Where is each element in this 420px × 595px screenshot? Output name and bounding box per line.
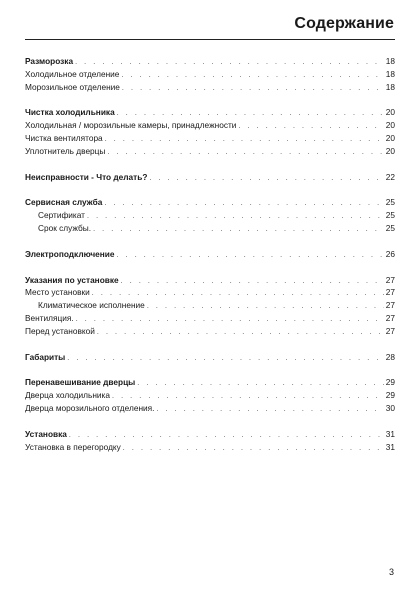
toc-section [25, 196, 395, 234]
toc-heading-entry [25, 274, 395, 287]
dot-leader [117, 108, 384, 119]
toc-entry [25, 132, 395, 145]
toc-entry [25, 119, 395, 132]
dot-leader [121, 70, 383, 81]
dot-leader [156, 404, 383, 415]
toc-entry-label: Дверца холодильника [25, 390, 110, 401]
toc-heading-entry [25, 55, 395, 68]
toc-entry [25, 222, 395, 235]
toc-entry-label: Вентиляция. [25, 312, 74, 323]
dot-leader [137, 378, 383, 389]
toc-section [25, 428, 395, 454]
toc-entry-label: Дверца морозильного отделения. [25, 402, 155, 413]
toc-section [25, 248, 395, 261]
toc-heading-entry [25, 248, 395, 261]
table-of-contents [25, 55, 395, 466]
toc-entry-label: Сертификат [38, 210, 85, 221]
toc-entry-page: 25 [385, 210, 395, 221]
toc-entry-label: Перед установкой [25, 325, 95, 336]
toc-entry-page: 18 [385, 81, 395, 92]
toc-heading-entry [25, 171, 395, 184]
toc-entry-label: Чистка холодильника [25, 107, 115, 118]
toc-entry-label: Срок службы. [38, 222, 92, 233]
toc-entry [25, 299, 395, 312]
toc-entry-label: Установка [25, 428, 67, 439]
toc-entry-page: 20 [385, 132, 395, 143]
dot-leader [92, 288, 384, 299]
toc-entry-page: 30 [385, 402, 395, 413]
toc-entry-page: 26 [385, 248, 395, 259]
toc-entry-page: 31 [385, 441, 395, 452]
toc-entry [25, 441, 395, 454]
toc-section [25, 274, 395, 338]
toc-entry-page: 20 [385, 120, 395, 131]
title-divider [25, 39, 395, 40]
toc-entry-page: 27 [385, 287, 395, 298]
page-number: 3 [388, 567, 394, 577]
toc-entry-page: 22 [385, 171, 395, 182]
toc-entry [25, 325, 395, 338]
dot-leader [121, 276, 384, 287]
toc-entry-page: 28 [385, 351, 395, 362]
dot-leader [147, 301, 384, 312]
dot-leader [107, 147, 383, 158]
toc-entry-page: 18 [385, 56, 395, 66]
dot-leader [123, 443, 384, 454]
toc-entry-page: 31 [385, 428, 395, 439]
toc-entry-label: Холодильное отделение [25, 68, 120, 79]
dot-leader [112, 391, 384, 402]
dot-leader [75, 57, 384, 68]
dot-leader [69, 430, 384, 441]
toc-entry [25, 389, 395, 402]
dot-leader [117, 250, 384, 261]
toc-entry-label: Чистка вентилятора [25, 132, 103, 143]
toc-entry-label: Перенавешивание дверцы [25, 377, 136, 388]
toc-entry-label: Неисправности - Что делать? [25, 171, 148, 182]
page-title: Содержание [294, 15, 394, 32]
dot-leader [97, 327, 384, 338]
dot-leader [122, 83, 384, 94]
toc-entry [25, 145, 395, 158]
toc-entry-label: Установка в перегородку [25, 441, 121, 452]
toc-section [25, 55, 395, 93]
toc-entry-label: Габариты [25, 351, 66, 362]
toc-entry-label: Место установки [25, 287, 90, 298]
toc-section [25, 106, 395, 157]
dot-leader [76, 314, 384, 325]
toc-entry [25, 81, 395, 94]
toc-entry-page: 29 [385, 390, 395, 401]
dot-leader [93, 224, 384, 235]
toc-entry-page: 18 [385, 68, 395, 79]
toc-entry-page: 25 [385, 222, 395, 233]
toc-entry-label: Сервисная служба [25, 197, 103, 208]
toc-entry-label: Электроподключение [25, 248, 115, 259]
toc-heading-entry [25, 428, 395, 441]
toc-entry [25, 312, 395, 325]
toc-heading-entry [25, 196, 395, 209]
toc-entry-page: 20 [385, 107, 395, 118]
dot-leader [67, 353, 384, 364]
toc-entry-label: Разморозка [25, 56, 74, 66]
toc-entry-page: 27 [385, 300, 395, 311]
toc-entry-page: 25 [385, 197, 395, 208]
toc-heading-entry [25, 106, 395, 119]
toc-entry-label: Холодильная / морозильные камеры, принадлежности [25, 120, 237, 131]
toc-entry-page: 27 [385, 312, 395, 323]
toc-entry-label: Климатическое исполнение [38, 300, 145, 311]
dot-leader [149, 173, 383, 184]
toc-section [25, 351, 395, 364]
toc-heading-entry [25, 351, 395, 364]
toc-entry-page: 20 [385, 145, 395, 156]
toc-entry-label: Уплотнитель дверцы [25, 145, 106, 156]
toc-entry [25, 68, 395, 81]
toc-entry-label: Морозильное отделение [25, 81, 120, 92]
toc-section [25, 376, 395, 414]
toc-entry-label: Указания по установке [25, 274, 119, 285]
dot-leader [238, 121, 383, 132]
toc-section [25, 171, 395, 184]
toc-heading-entry [25, 376, 395, 389]
dot-leader [104, 198, 383, 209]
toc-entry [25, 402, 395, 415]
toc-entry-page: 27 [385, 274, 395, 285]
toc-entry [25, 209, 395, 222]
dot-leader [105, 134, 384, 145]
dot-leader [87, 211, 384, 222]
toc-entry-page: 27 [385, 325, 395, 336]
toc-entry-page: 29 [385, 377, 395, 388]
toc-entry [25, 286, 395, 299]
